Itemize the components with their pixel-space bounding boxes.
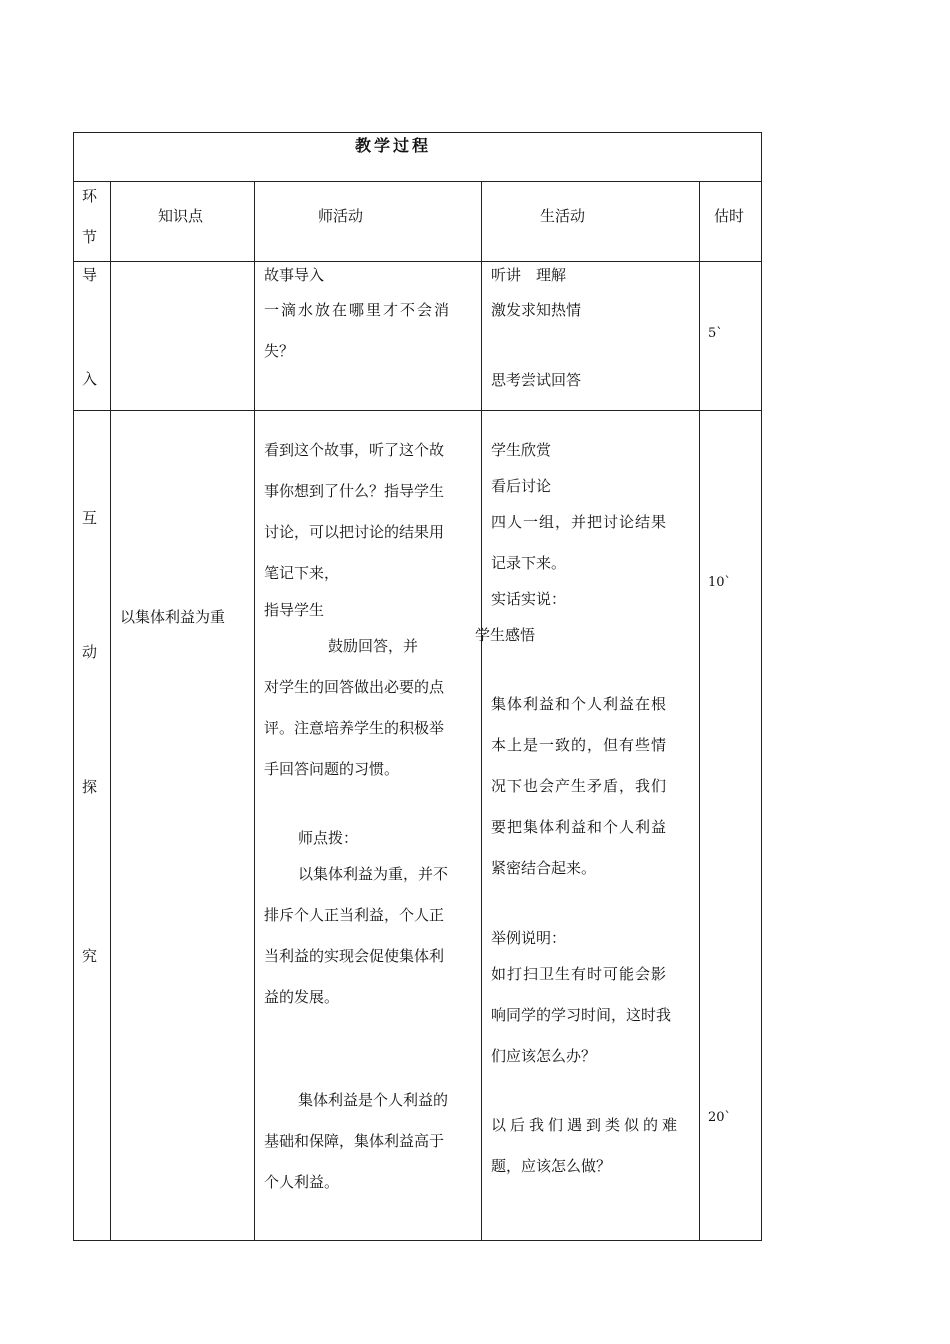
row2-teacher-line-11: 以集体利益为重，并不 [298,865,449,883]
row2-stage-1: 互 [82,509,98,527]
row2-teacher-line-4: 笔记下来， [264,564,340,582]
row1-stage-1: 导 [82,266,98,284]
header-knowledge: 知识点 [158,207,204,225]
table-title: 教学过程 [355,136,432,155]
row2-knowledge: 以集体利益为重 [120,608,226,626]
row1-student-line-1: 听讲 理解 [491,266,567,284]
header-stage-1: 环 [82,187,98,205]
row2-teacher-line-12: 排斥个人正当利益，个人正 [264,906,445,924]
col-divider-1 [110,181,111,1241]
row2-stage-2: 动 [82,643,98,661]
row2-teacher-line-5: 指导学生 [264,601,325,619]
row2-teacher-line-7: 对学生的回答做出必要的点 [264,678,445,696]
col-divider-3 [481,181,482,1241]
header-teacher: 师活动 [318,207,364,225]
row2-student-line-3: 四人一组，并把讨论结果 [491,513,668,531]
row2-teacher-line-2: 事你想到了什么？指导学生 [264,482,445,500]
row2-stage-3: 探 [82,778,98,796]
row2-student-line-9: 况下也会产生矛盾，我们 [491,777,668,795]
header-time: 估时 [714,207,745,225]
row2-student-line-10: 要把集体利益和个人利益 [491,818,668,836]
row2-teacher-line-1: 看到这个故事，听了这个故 [264,441,445,459]
row2-student-line-11: 紧密结合起来。 [491,859,597,877]
row1-student-line-2: 激发求知热情 [491,301,582,319]
row2-teacher-line-3: 讨论，可以把讨论的结果用 [264,523,445,541]
table-border-right [761,132,762,1241]
table-border-bottom [73,1240,762,1241]
row2-student-line-8: 本上是一致的，但有些情 [491,736,668,754]
row2-student-line-15: 们应该怎么办？ [491,1047,597,1065]
header-student: 生活动 [540,207,586,225]
row2-student-line-17: 题，应该怎么做？ [491,1157,612,1175]
row2-student-line-7: 集体利益和个人利益在根 [491,695,668,713]
row2-teacher-line-15: 集体利益是个人利益的 [298,1091,449,1109]
col-divider-4 [699,181,700,1241]
row2-stage-4: 究 [82,947,98,965]
row2-teacher-line-13: 当利益的实现会促使集体利 [264,947,445,965]
row2-teacher-line-10: 师点拨： [298,829,359,847]
row1-bottom [73,410,762,411]
row2-teacher-line-6: 鼓励回答，并 [328,637,419,655]
row2-teacher-line-17: 个人利益。 [264,1173,340,1191]
row2-student-line-2: 看后讨论 [491,477,552,495]
header-stage-2: 节 [82,228,98,246]
table-border-top [73,132,762,133]
row2-student-line-4: 记录下来。 [491,554,567,572]
title-row-bottom [73,181,762,182]
row2-teacher-line-16: 基础和保障，集体利益高于 [264,1132,445,1150]
row1-student-line-3: 思考尝试回答 [491,371,582,389]
row2-teacher-line-9: 手回答问题的习惯。 [264,760,400,778]
row2-time-1: 10` [708,575,732,590]
row2-student-line-12: 举例说明： [491,929,567,947]
row2-student-line-14: 响同学的学习时间，这时我 [491,1006,672,1024]
col-divider-2 [254,181,255,1241]
row2-student-line-6: 学生感悟 [475,626,536,644]
row2-teacher-line-8: 评。注意培养学生的积极举 [264,719,445,737]
header-row-bottom [73,261,762,262]
row2-teacher-line-14: 益的发展。 [264,988,340,1006]
row1-teacher-line-3: 失？ [264,342,295,360]
row1-teacher-line-2: 一滴水放在哪里才不会消 [264,301,452,319]
row2-student-line-13: 如打扫卫生有时可能会影 [491,965,668,983]
row2-student-line-5: 实话实说： [491,590,567,608]
row1-stage-2: 入 [82,370,98,388]
row2-time-2: 20` [708,1110,732,1125]
row2-student-line-16: 以后我们遇到类似的难 [491,1116,682,1134]
row1-time: 5` [708,326,723,341]
row1-teacher-line-1: 故事导入 [264,266,325,284]
table-border-left [73,132,74,1241]
row2-student-line-1: 学生欣赏 [491,441,552,459]
